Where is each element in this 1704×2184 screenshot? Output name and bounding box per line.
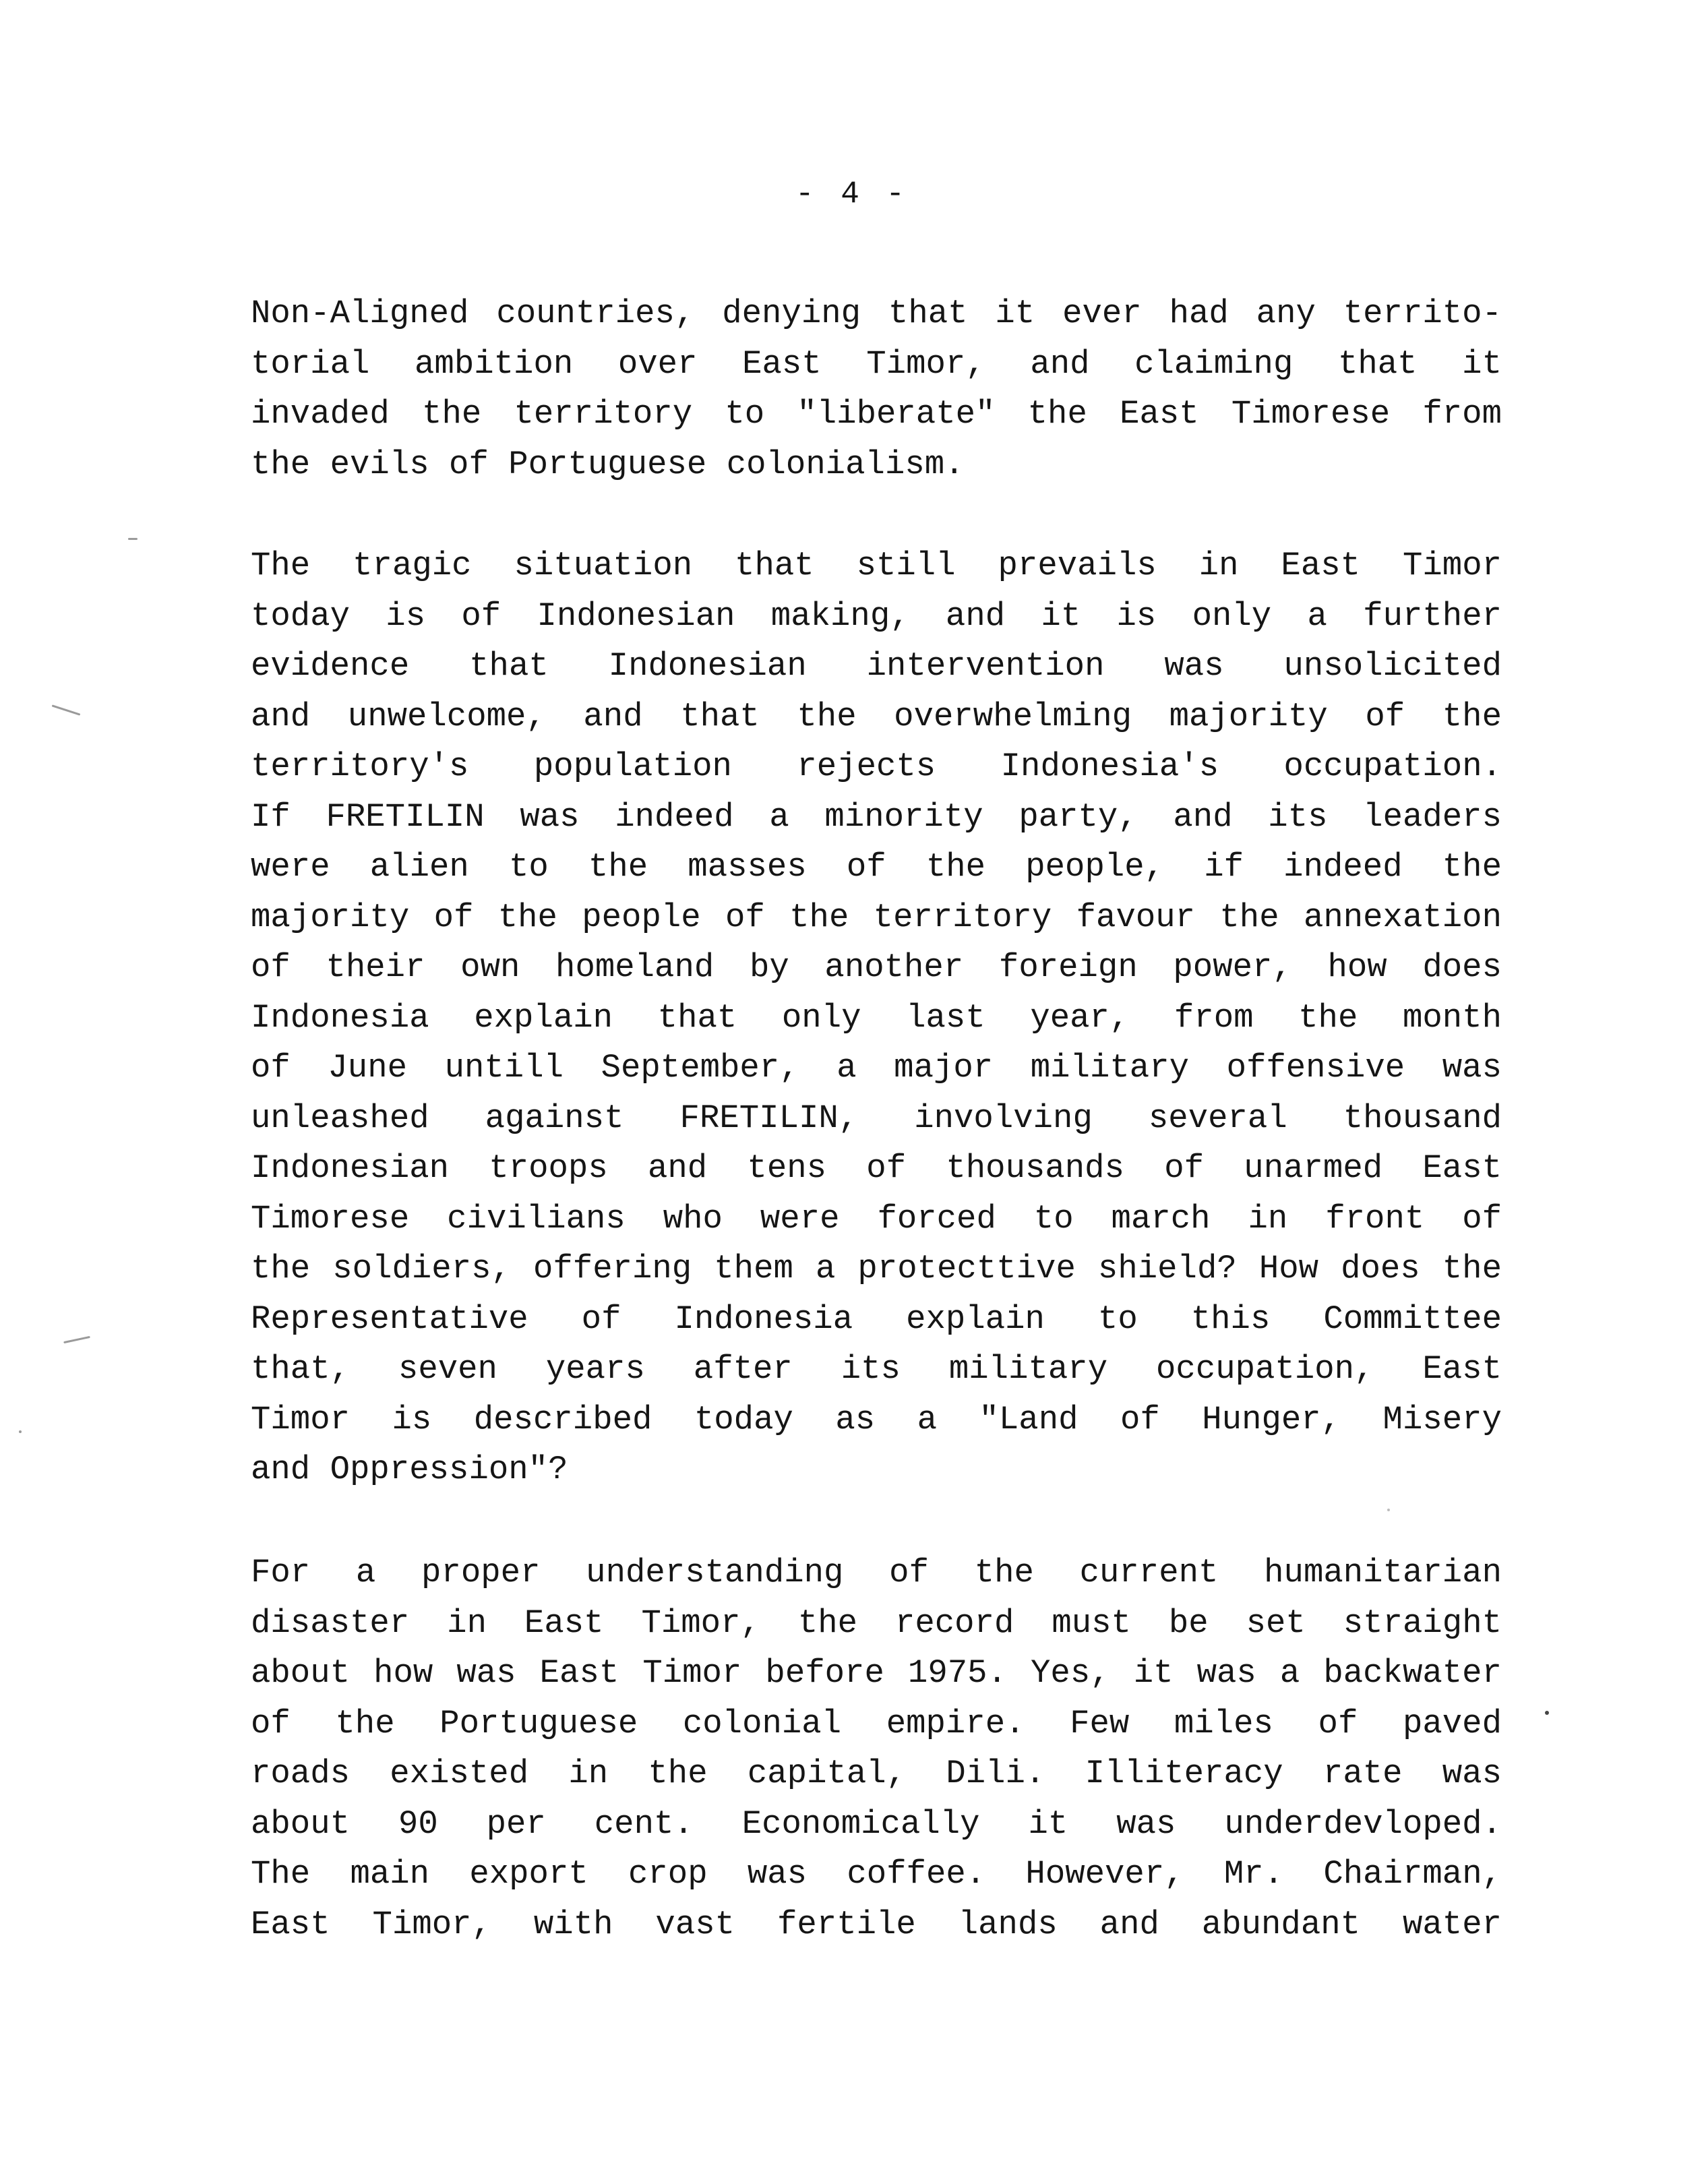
paragraph-3: [251, 1548, 1502, 1949]
text-line: the soldiers, offering them a protecttive shield? How does the: [251, 1250, 1502, 1287]
text-line: territory's population rejects Indonesia's occupation.: [251, 748, 1502, 785]
text-line: unleashed against FRETILIN, involving several thousand: [251, 1099, 1502, 1137]
text-line: the evils of Portuguese colonialism.: [251, 445, 965, 483]
text-line: Timorese civilians who were forced to march in front of: [251, 1199, 1502, 1238]
text-line: evidence that Indonesian intervention was unsolicited: [251, 647, 1502, 685]
scan-mark: [128, 538, 138, 540]
scan-mark: [63, 1336, 90, 1343]
text-line: disaster in East Timor, the record must be set straight: [251, 1604, 1502, 1642]
text-line: of their own homeland by another foreign power, how does: [251, 948, 1502, 986]
paragraph-1: [251, 289, 1502, 489]
text-line: and unwelcome, and that the overwhelming majority of the: [251, 697, 1502, 735]
text-line: For a proper understanding of the current humanitarian: [251, 1554, 1502, 1591]
text-line: torial ambition over East Timor, and claiming that it: [251, 344, 1502, 383]
text-line: roads existed in the capital, Dili. Illiteracy rate was: [251, 1755, 1502, 1792]
text-line: Timor is described today as a "Land of Hunger, Misery: [251, 1400, 1502, 1438]
text-line: today is of Indonesian making, and it is only a further: [251, 597, 1502, 635]
text-line: The main export crop was coffee. However, Mr. Chairman,: [251, 1855, 1502, 1893]
text-line: Indonesian troops and tens of thousands of unarmed East: [251, 1149, 1502, 1187]
text-line: of June untill September, a major military offensive was: [251, 1049, 1502, 1087]
text-line: The tragic situation that still prevails in East Timor: [251, 547, 1502, 584]
scan-mark: [1545, 1711, 1549, 1715]
text-line: Representative of Indonesia explain to this Committee: [251, 1300, 1502, 1338]
text-line: of the Portuguese colonial empire. Few miles of paved: [251, 1704, 1502, 1742]
text-line: were alien to the masses of the people, if indeed the: [251, 848, 1502, 886]
text-line: that, seven years after its military occupation, East: [251, 1350, 1502, 1388]
text-line: invaded the territory to "liberate" the East Timorese from: [251, 395, 1502, 433]
text-line: Indonesia explain that only last year, from the month: [251, 998, 1502, 1037]
text-line: about how was East Timor before 1975. Yes, it was a backwater: [251, 1654, 1502, 1692]
paragraph-2: [251, 541, 1502, 1495]
text-line: majority of the people of the territory favour the annexation: [251, 898, 1502, 936]
text-line: If FRETILIN was indeed a minority party, and its leaders: [251, 797, 1502, 836]
scan-mark: [52, 704, 81, 715]
text-line: and Oppression"?: [251, 1451, 568, 1488]
text-line: East Timor, with vast fertile lands and abundant water: [251, 1905, 1502, 1943]
scan-mark: [1387, 1509, 1390, 1511]
text-line: Non-Aligned countries, denying that it ever had any territo-: [251, 295, 1502, 332]
text-line: about 90 per cent. Economically it was underdevloped.: [251, 1804, 1502, 1843]
page-number: - 4 -: [795, 177, 909, 212]
scan-mark: [19, 1430, 22, 1433]
